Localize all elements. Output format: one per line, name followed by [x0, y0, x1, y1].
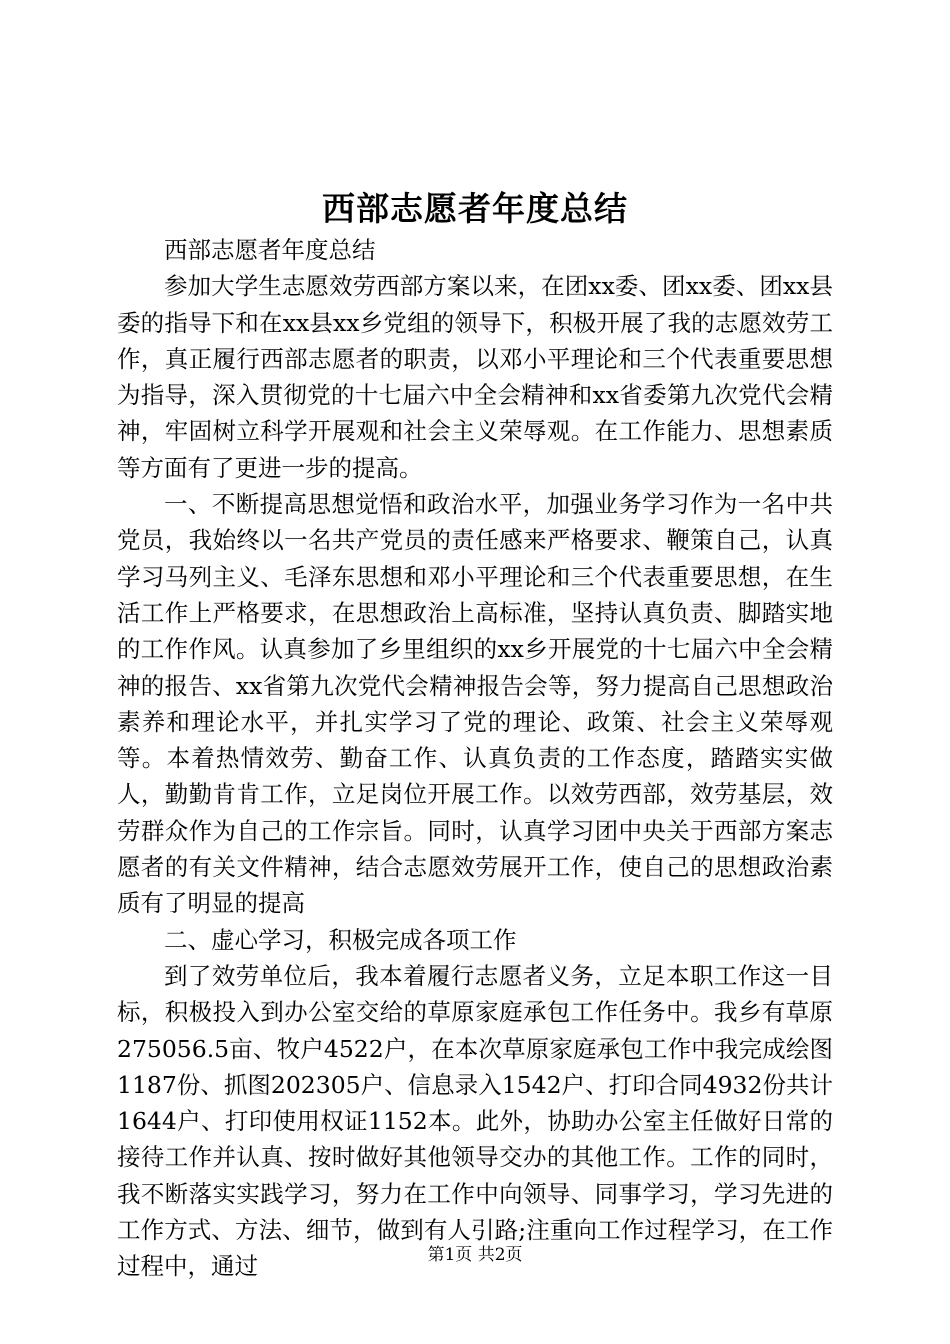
document-title: 西部志愿者年度总结 [322, 189, 628, 228]
paragraph-intro: 参加大学生志愿效劳西部方案以来，在团xx委、团xx委、团xx县委的指导下和在xx县xx乡党组的领导下，积极开展了我的志愿效劳工作，真正履行西部志愿者的职责，以邓小平理论和三个代表重要思想为指导，深入贯彻党的十七届六中全会精神和xx省委第九次党代会精神，牢固树立科学开展观和社会主义荣辱观。在工作能力、思想素质等方面有了更进一步的提高。 [117, 272, 833, 482]
paragraph-section-two-heading: 二、虚心学习，积极完成各项工作 [164, 925, 517, 954]
paragraph-section-one: 一、不断提高思想觉悟和政治水平，加强业务学习作为一名中共党员，我始终以一名共产党员的责任感来严格要求、鞭策自己，认真学习马列主义、毛泽东思想和邓小平理论和三个代表重要思想，在生活工作上严格要求，在思想政治上高标准，坚持认真负责、脚踏实地的工作作风。认真参加了乡里组织的xx乡开展党的十七届六中全会精神的报告、xx省第九次党代会精神报告会等，努力提高自己思想政治素养和理论水平，并扎实学习了党的理论、政策、社会主义荣辱观等。本着热情效劳、勤奋工作、认真负责的工作态度，踏踏实实做人，勤勤肯肯工作，立足岗位开展工作。以效劳西部，效劳基层，效劳群众作为自己的工作宗旨。同时，认真学习团中央关于西部方案志愿者的有关文件精神，结合志愿效劳展开工作，使自己的思想政治素质有了明显的提高 [117, 490, 833, 918]
document-body [117, 232, 833, 1285]
page-number-footer: 第1页 共2页 [427, 1245, 523, 1265]
paragraph-section-two-body: 到了效劳单位后，我本着履行志愿者义务，立足本职工作这一目标，积极投入到办公室交给的草原家庭承包工作任务中。我乡有草原275056.5亩、牧户4522户，在本次草原家庭承包工作中我完成绘图1187份、抓图202305户、信息录入1542户、打印合同4932份共计1644户、打印使用权证1152本。此外，协助办公室主任做好日常的接待工作并认真、按时做好其他领导交办的其他工作。工作的同时，我不断落实实践学习，努力在工作中向领导、同事学习，学习先进的工作方式、方法、细节，做到有人引路;注重向工作过程学习，在工作过程中，通过 [117, 961, 833, 1281]
paragraph-subtitle: 西部志愿者年度总结 [164, 236, 376, 264]
